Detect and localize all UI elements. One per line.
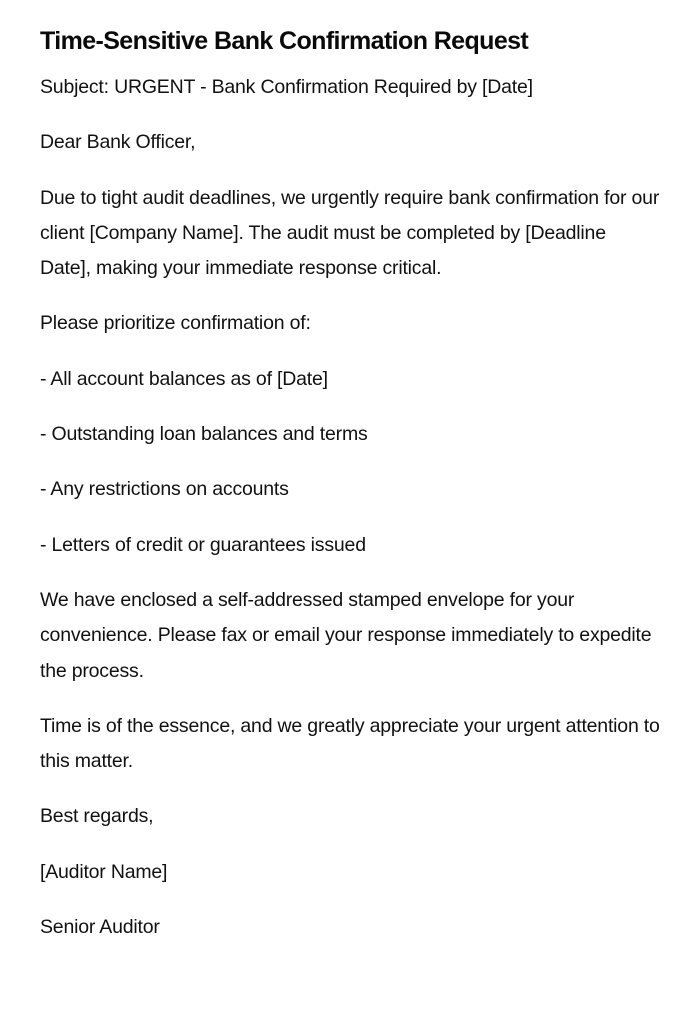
- salutation: Dear Bank Officer,: [40, 131, 196, 154]
- list-item: - Letters of credit or guarantees issued: [40, 533, 366, 556]
- intro-paragraph: Due to tight audit deadlines, we urgently require bank confirmation for our client [Company Name]. The audit must be completed by [Deadline Date], making your immediate response critical.: [40, 186, 660, 280]
- sign-off: Best regards,: [40, 805, 154, 828]
- list-item: - Any restrictions on accounts: [40, 478, 289, 501]
- signer-name: [Auditor Name]: [40, 860, 168, 883]
- enclosure-paragraph: We have enclosed a self-addressed stamped envelope for your convenience. Please fax or email your response immediately to expedite the process.: [40, 588, 652, 682]
- document-title: Time-Sensitive Bank Confirmation Request: [40, 27, 529, 55]
- closing-paragraph: Time is of the essence, and we greatly appreciate your urgent attention to this matter.: [40, 714, 660, 773]
- signer-title: Senior Auditor: [40, 916, 160, 939]
- list-item: - All account balances as of [Date]: [40, 367, 328, 390]
- subject-line: Subject: URGENT - Bank Confirmation Required by [Date]: [40, 76, 533, 98]
- list-item: - Outstanding loan balances and terms: [40, 423, 368, 446]
- list-intro: Please prioritize confirmation of:: [40, 312, 311, 335]
